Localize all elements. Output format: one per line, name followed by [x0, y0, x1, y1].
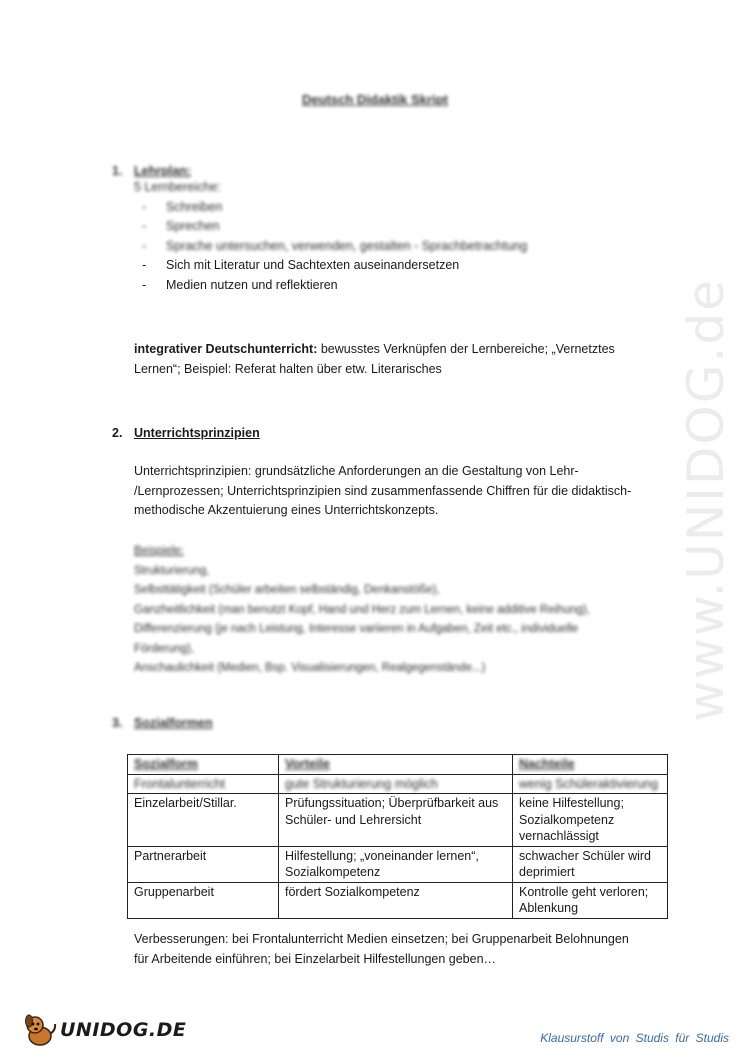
list-item: - Sprechen — [133, 217, 527, 237]
logo-text: UNIDOG.DE — [60, 1019, 187, 1041]
improvements-paragraph — [134, 930, 664, 969]
column-header: Vorteile — [279, 755, 513, 775]
table-cell: fördert Sozialkompetenz — [279, 882, 513, 918]
list-item: - Schreiben — [133, 198, 527, 218]
example-line: Anschaulichkeit (Medien, Bsp. Visualisierungen, Realgegenstände...) — [134, 662, 486, 674]
section-3-heading — [112, 716, 213, 730]
table-cell: Prüfungssituation; Überprüfbarkeit aus Schüler- und Lehrersicht — [279, 794, 513, 847]
table-row — [128, 846, 668, 882]
term-label: integrativer Deutschunterricht: — [134, 342, 318, 356]
social-forms-table — [127, 754, 668, 919]
section-intro: 5 Lernbereiche: — [134, 180, 221, 194]
table-row — [128, 774, 668, 794]
paragraph-line: Unterrichtsprinzipien: grundsätzliche Anforderungen an die Gestaltung von Lehr- — [134, 464, 579, 478]
document-title: Deutsch Didaktik Skript — [302, 92, 448, 107]
section-label: Sozialformen — [134, 716, 213, 730]
unidog-logo[interactable] — [20, 1010, 186, 1050]
list-item: - Medien nutzen und reflektieren — [133, 276, 527, 296]
example-line: Selbsttätigkeit (Schüler arbeiten selbständig, Denkanstöße), — [134, 584, 440, 596]
section-number: 3. — [112, 716, 123, 730]
dog-mascot-icon — [20, 1010, 60, 1050]
learning-areas-list — [133, 198, 527, 296]
example-line: Ganzheitlichkeit (man benutzt Kopf, Hand und Herz zum Lernen, keine additive Reihung), — [134, 603, 590, 616]
example-line: Strukturierung, — [134, 564, 210, 577]
table-cell: Einzelarbeit/Stillar. — [128, 794, 279, 847]
integrated-paragraph — [134, 340, 654, 379]
table-cell: Kontrolle geht verloren; Ablenkung — [513, 882, 668, 918]
table-row — [128, 794, 668, 847]
table-row — [128, 882, 668, 918]
table-cell: schwacher Schüler wird deprimiert — [513, 846, 668, 882]
section-label: Lehrplan: — [134, 164, 191, 178]
examples-block — [134, 542, 659, 679]
list-item: - Sich mit Literatur und Sachtexten auseinandersetzen — [133, 256, 527, 276]
paragraph-line: für Arbeitende einführen; bei Einzelarbeit Hilfestellungen geben… — [134, 951, 497, 966]
table-cell: gute Strukturierung möglich — [279, 774, 513, 794]
section-label: Unterrichtsprinzipien — [134, 426, 260, 440]
section-number: 1. — [112, 164, 123, 178]
table-cell: Frontalunterricht — [128, 774, 279, 794]
table-cell: wenig Schüleraktivierung — [513, 774, 668, 794]
footer-slogan: Klausurstoff von Studis für Studis — [540, 1031, 729, 1045]
list-item: - Sprache untersuchen, verwenden, gestalten - Sprachbetrachtung — [133, 237, 527, 257]
example-line: Förderung), — [134, 642, 195, 655]
paragraph-line: methodische Akzentuierung eines Unterrichtskonzepts. — [134, 503, 439, 517]
column-header: Nachteile — [513, 755, 668, 775]
section-number: 2. — [112, 426, 123, 440]
term-text: bewusstes Verknüpfen der Lernbereiche; „Vernetztes Lernen“; Beispiel: Referat halten über etw. Literarisches — [134, 342, 615, 376]
table-cell: Partnerarbeit — [128, 846, 279, 882]
watermark: www.UNIDOG.de — [677, 278, 735, 722]
section-2-heading — [112, 426, 260, 440]
table-cell: Gruppenarbeit — [128, 882, 279, 918]
section-2-body — [134, 462, 659, 521]
section-1-body — [134, 178, 527, 295]
example-line: Differenzierung (je nach Leistung, Interesse variieren in Aufgaben, Zeit etc., individuelle — [134, 623, 579, 635]
paragraph-line: /Lernprozessen; Unterrichtsprinzipien sind zusammenfassende Chiffren für die didaktisch- — [134, 483, 632, 498]
column-header: Sozialform — [128, 755, 279, 775]
table-cell: Hilfestellung; „voneinander lernen“, Sozialkompetenz — [279, 846, 513, 882]
paragraph-line: Verbesserungen: bei Frontalunterricht Medien einsetzen; bei Gruppenarbeit Belohnungen — [134, 932, 629, 946]
table-cell: keine Hilfestellung; Sozialkompetenz vernachlässigt — [513, 794, 668, 847]
section-1-heading — [112, 164, 191, 178]
table-header-row — [128, 755, 668, 775]
examples-heading: Beispiele: — [134, 545, 184, 557]
